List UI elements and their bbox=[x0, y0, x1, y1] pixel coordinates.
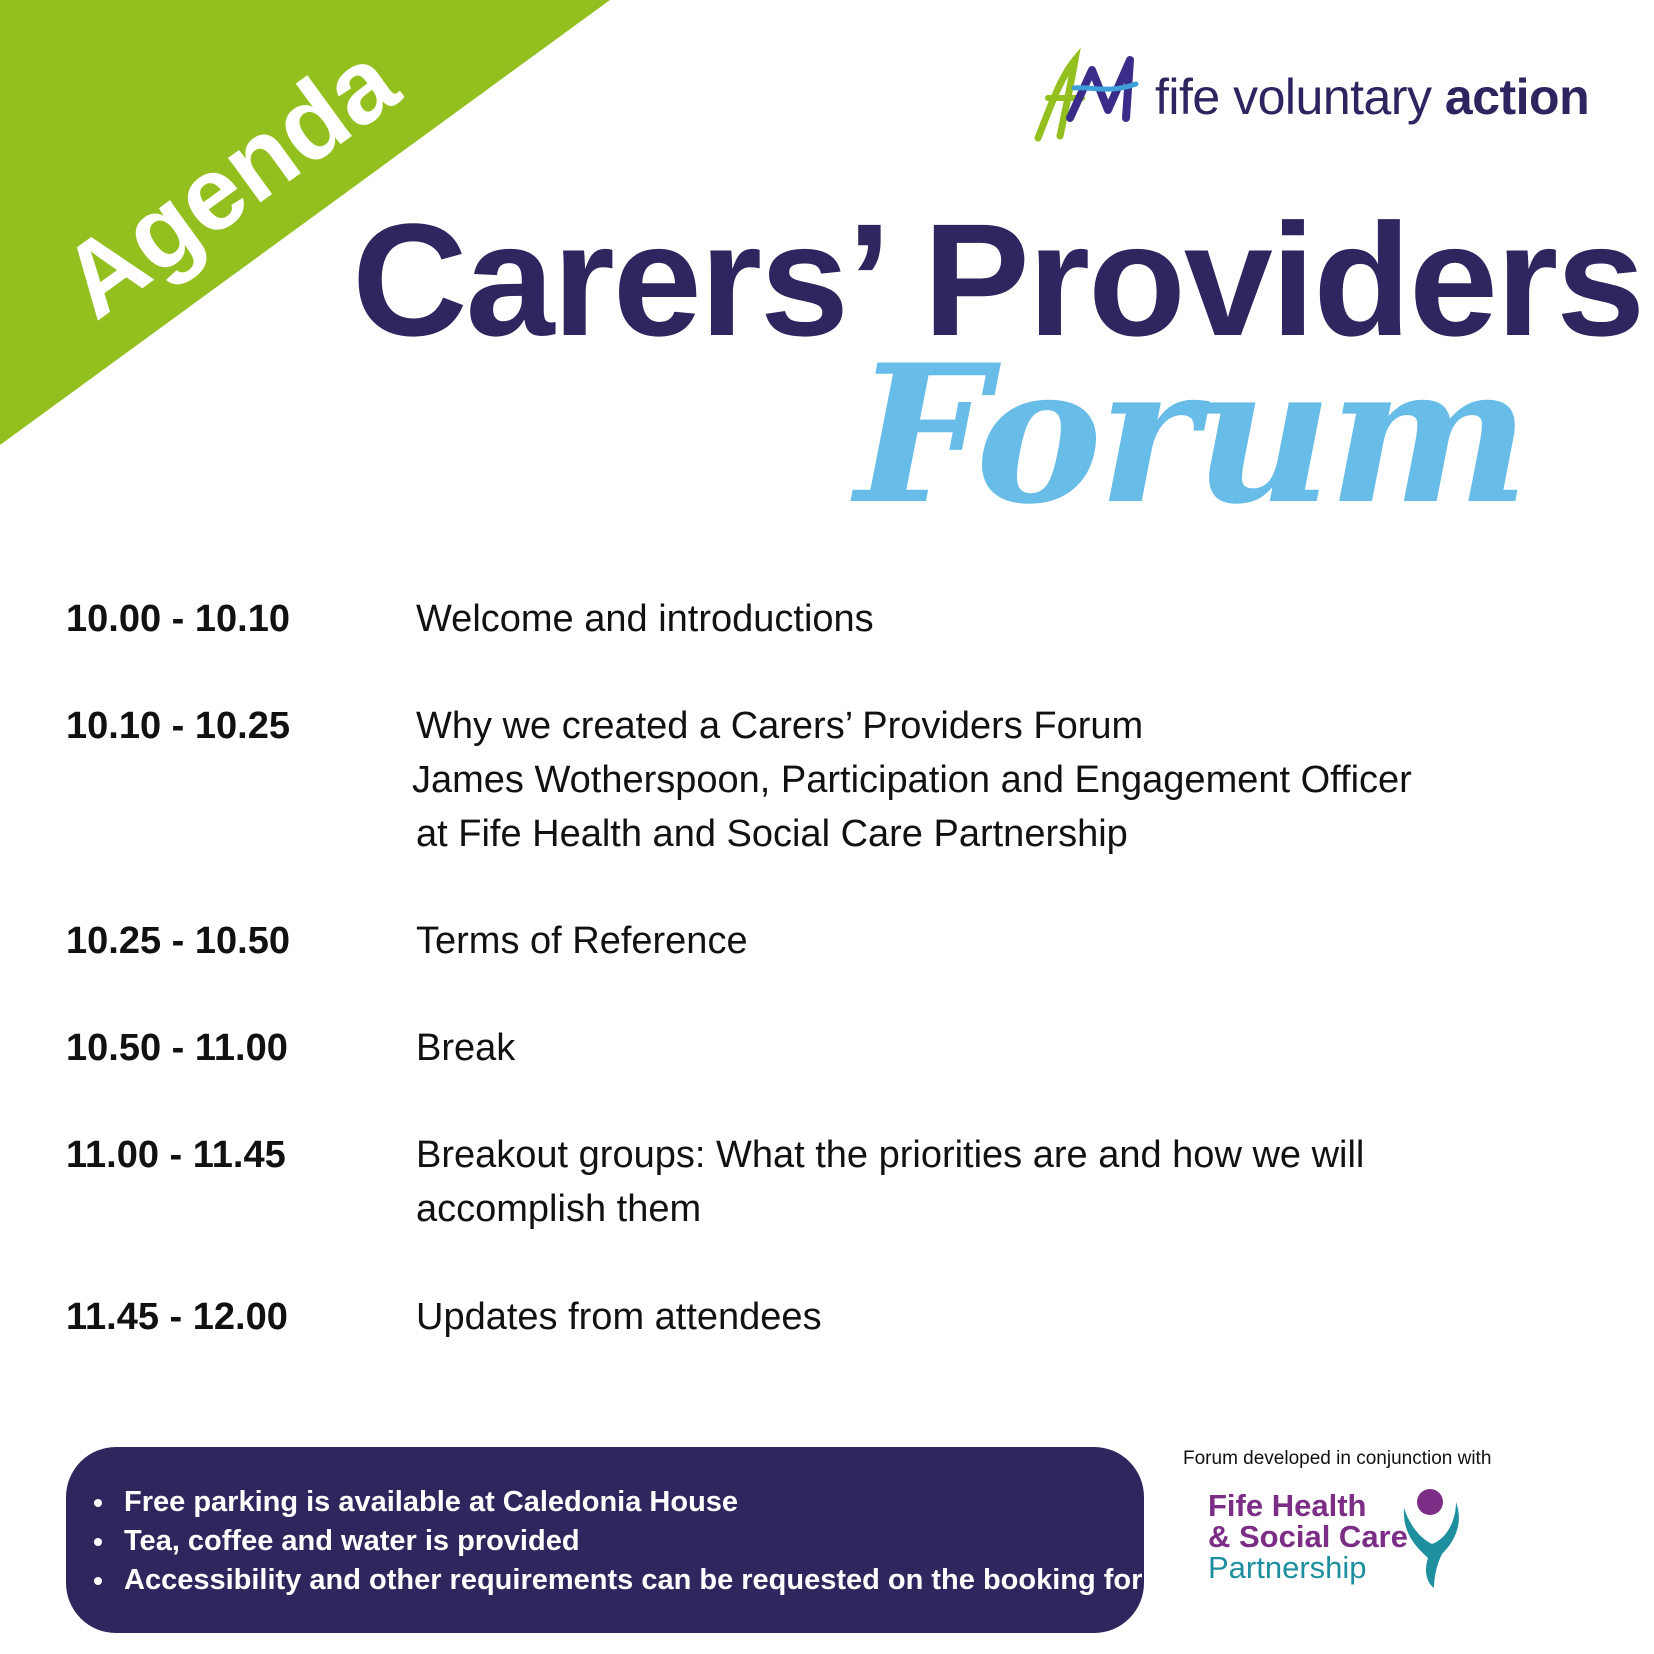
info-list bbox=[66, 1447, 1169, 1600]
agenda-time: 10.25 - 10.50 bbox=[66, 920, 290, 962]
fva-wordmark-strong: action bbox=[1444, 69, 1590, 125]
agenda-item bbox=[416, 1021, 515, 1075]
page-subtitle: Forum bbox=[855, 323, 1526, 546]
agenda-time: 11.45 - 12.00 bbox=[66, 1296, 288, 1338]
fife-hscp-logo bbox=[1208, 1490, 1468, 1600]
agenda-time: 10.00 - 10.10 bbox=[66, 598, 290, 640]
agenda-time: 10.50 - 11.00 bbox=[66, 1027, 288, 1069]
agenda-item-line: Updates from attendees bbox=[416, 1296, 822, 1338]
agenda-item bbox=[416, 914, 748, 968]
agenda-item-line: James Wotherspoon, Participation and Engagement Officer bbox=[412, 759, 1412, 801]
agenda-time: 11.00 - 11.45 bbox=[66, 1134, 286, 1176]
agenda-time: 10.10 - 10.25 bbox=[66, 705, 290, 747]
ribbon-label: Agenda bbox=[41, 22, 418, 341]
agenda-item-line: at Fife Health and Social Care Partnership bbox=[416, 813, 1128, 855]
fhscp-line-3: Partnership bbox=[1208, 1550, 1367, 1585]
agenda-item bbox=[416, 592, 874, 646]
info-list-item: Free parking is available at Caledonia House bbox=[124, 1483, 1144, 1522]
agenda-item-line: Why we created a Carers’ Providers Forum bbox=[416, 705, 1144, 747]
info-box bbox=[66, 1447, 1169, 1633]
fhscp-figure-icon bbox=[1398, 1484, 1468, 1594]
agenda-item bbox=[416, 1290, 822, 1344]
partner-intro: Forum developed in conjunction with bbox=[1183, 1448, 1492, 1469]
info-list-item: Accessibility and other requirements can be requested on the booking form bbox=[124, 1561, 1144, 1600]
fva-wordmark-prefix: fife voluntary bbox=[1155, 69, 1432, 125]
fva-mark-icon bbox=[1030, 48, 1150, 148]
agenda-item-line: Welcome and introductions bbox=[416, 598, 874, 640]
page-title: Carers’ Providers bbox=[352, 190, 1644, 369]
info-list-item: Tea, coffee and water is provided bbox=[124, 1522, 1144, 1561]
agenda-item-line: Breakout groups: What the priorities are and how we will bbox=[416, 1134, 1365, 1176]
fife-voluntary-action-logo bbox=[1030, 48, 1620, 148]
agenda-item-line: Break bbox=[416, 1027, 516, 1069]
agenda-item bbox=[412, 699, 1412, 861]
agenda-item-line: Terms of Reference bbox=[416, 920, 748, 962]
fhscp-wordmark bbox=[1208, 1490, 1408, 1583]
agenda-item-line: accomplish them bbox=[416, 1188, 702, 1230]
fva-wordmark bbox=[1155, 68, 1589, 126]
fhscp-line-1: Fife Health bbox=[1208, 1488, 1367, 1523]
fhscp-line-2: & Social Care bbox=[1208, 1519, 1408, 1554]
agenda-item bbox=[416, 1128, 1364, 1236]
